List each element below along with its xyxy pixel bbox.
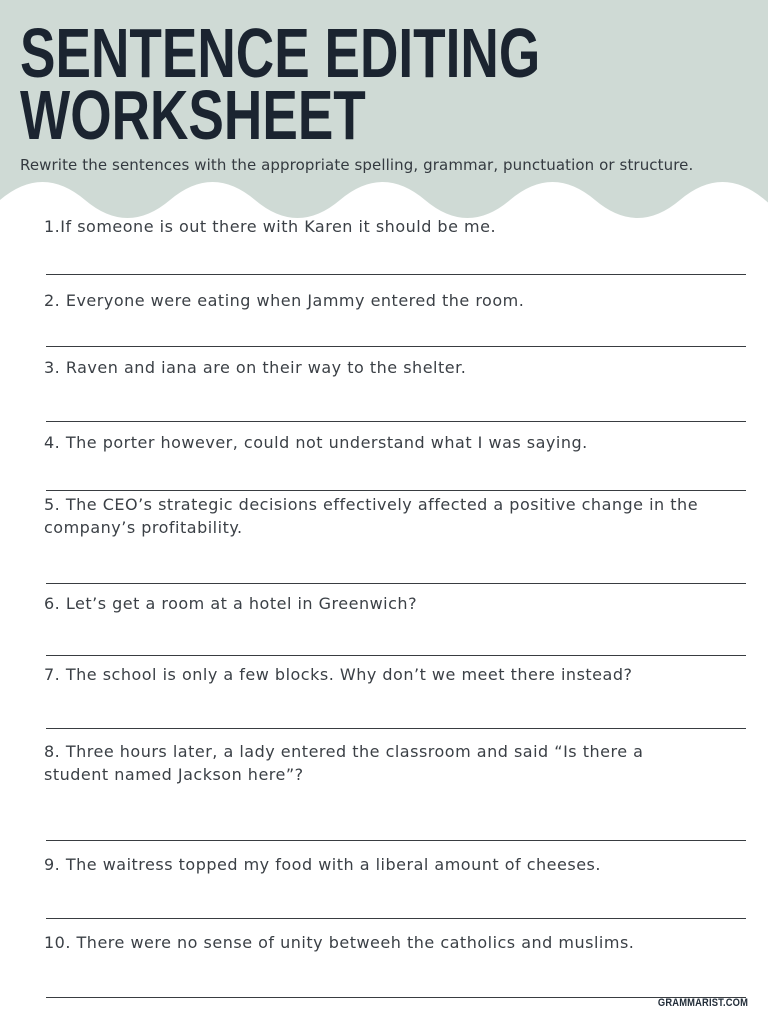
question-5: 5. The CEO’s strategic decisions effectively affected a positive change in the company’s profitability. [44, 495, 699, 537]
instructions-text: Rewrite the sentences with the appropriate spelling, grammar, punctuation or structure. [20, 156, 694, 174]
answer-line-4 [46, 490, 746, 491]
question-4: 4. The porter however, could not understand what I was saying. [44, 433, 588, 452]
question-7: 7. The school is only a few blocks. Why don’t we meet there instead? [44, 665, 633, 684]
answer-line-10 [46, 997, 746, 998]
answer-line-1 [46, 274, 746, 275]
answer-line-7 [46, 728, 746, 729]
question-1: 1.If someone is out there with Karen it should be me. [44, 217, 497, 236]
question-2: 2. Everyone were eating when Jammy entered the room. [44, 291, 525, 310]
answer-line-9 [46, 918, 746, 919]
answer-line-5 [46, 583, 746, 584]
wave-divider-shape [0, 182, 768, 218]
question-8: 8. Three hours later, a lady entered the classroom and said “Is there a student named Jackson here”? [44, 742, 644, 784]
answer-line-2 [46, 346, 746, 347]
site-credit: GRAMMARIST.COM [657, 997, 748, 1009]
question-9: 9. The waitress topped my food with a liberal amount of cheeses. [44, 855, 601, 874]
page-title-line-1: SENTENCE EDITING [20, 14, 541, 92]
question-6: 6. Let’s get a room at a hotel in Greenwich? [44, 594, 418, 613]
answer-line-6 [46, 655, 746, 656]
question-10: 10. There were no sense of unity betweeh the catholics and muslims. [44, 933, 635, 952]
page-title [20, 14, 541, 154]
page-title-line-2: WORKSHEET [20, 76, 366, 154]
question-3: 3. Raven and iana are on their way to the shelter. [44, 358, 467, 377]
answer-line-8 [46, 840, 746, 841]
answer-line-3 [46, 421, 746, 422]
